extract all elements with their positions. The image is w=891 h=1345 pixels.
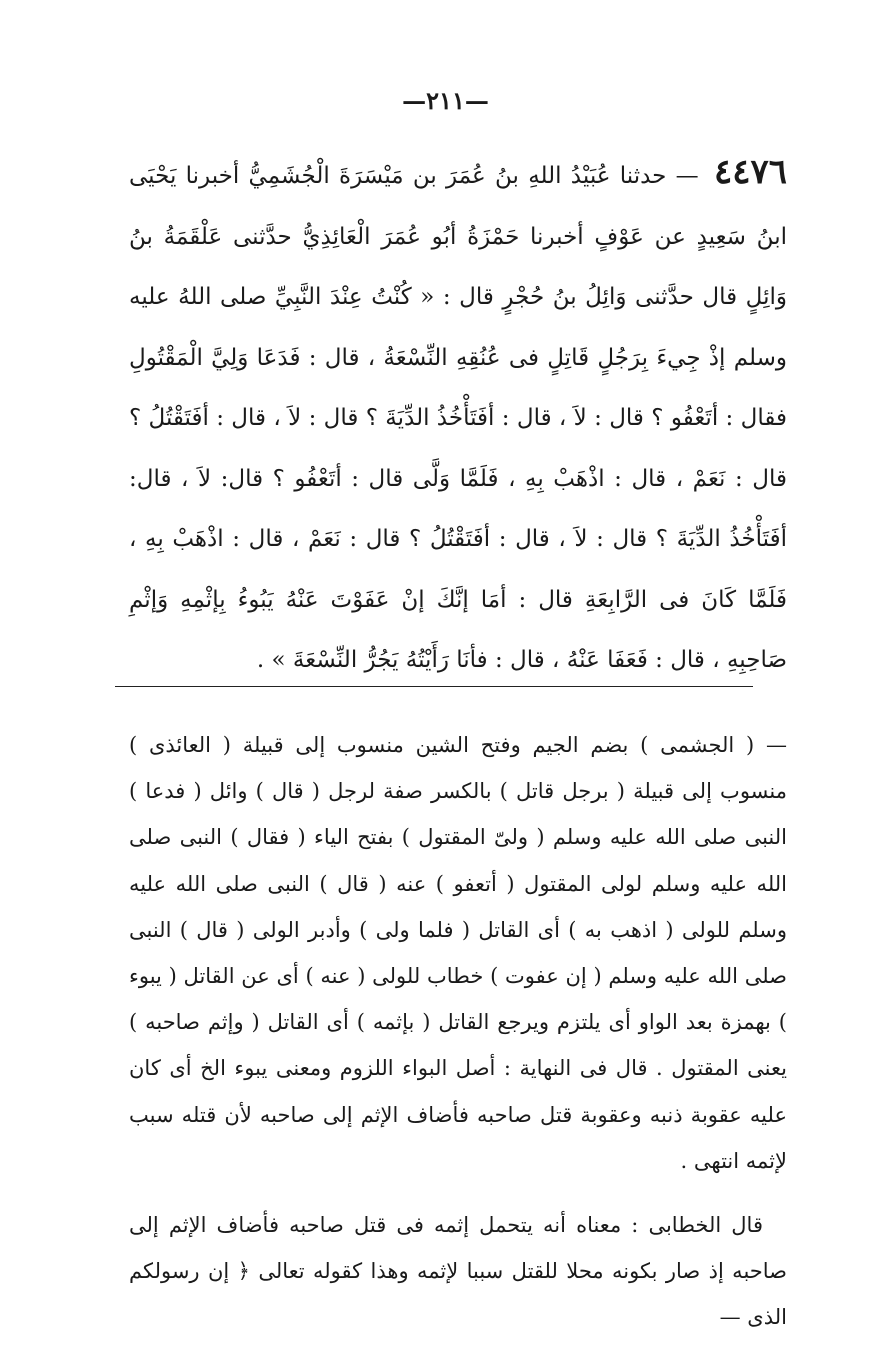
- hadith-number: ٤٤٧٦: [713, 152, 788, 192]
- commentary-paragraph: قال الخطابى : معناه أنه يتحمل إثمه فى قتل صاحبه فأضاف الإثم إلى صاحبه إذ صار بكونه محلا للقتل سببا لإثمه وهذا كقوله تعالى ﴿ إن رسولكم الذى —: [129, 1213, 787, 1330]
- hadith-text: — حدثنا عُبَيْدُ اللهِ بنُ عُمَرَ بن مَيْسَرَةَ الْجُشَمِيُّ أخبرنا يَحْيَى ابنُ سَعِيدٍ عن عَوْفٍ أخبرنا حَمْزَةُ أبُو عُمَرَ الْعَائِذِيُّ حدَّثنى عَلْقَمَةُ بنُ وَائِلٍ قال حدَّثنى وَائِلُ بنُ حُجْرٍ قال : « كُنْتُ عِنْدَ النَّبِيِّ صلى اللهُ عليه وسلم إذْ جِيءَ بِرَجُلٍ قَاتِلٍ فى عُنُقِهِ النِّسْعَةُ ، قال : فَدَعَا وَلِيَّ الْمَقْتُولِ فقال : أتَعْفُو ؟ قال : لاَ ، قال : أفَتَأْخُذُ الدِّيَةَ ؟ قال : لاَ ، قال : أفَتَقْتُلُ ؟ قال : نَعَمْ ، قال : اذْهَبْ بِهِ ، فَلَمَّا وَلَّى قال : أتَعْفُو ؟ قال: لاَ ، قال: أفَتَأْخُذُ الدِّيَةَ ؟ قال : لاَ ، قال : أفَتَقْتُلُ ؟ قال : نَعَمْ ، قال : اذْهَبْ بِهِ ، فَلَمَّا كَانَ فى الرَّابِعَةِ قال : أمَا إنَّكَ إنْ عَفَوْتَ عَنْهُ يَبُوءُ بِإثْمِهِ وَإثْمِ صَاحِبِهِ ، قال : فَعَفَا عَنْهُ ، قال : فأنَا رَأَيْتُهُ يَجُرُّ النِّسْعَةَ » .: [129, 163, 787, 673]
- commentary-paragraph: — ( الجشمى ) بضم الجيم وفتح الشين منسوب إلى قبيلة ( العائذى ) منسوب إلى قبيلة ( برجل قاتل ) بالكسر صفة لرجل ( قال ) وائل ( فدعا ) النبى صلى الله عليه وسلم ( ولىّ المقتول ) بفتح الياء ( فقال ) النبى صلى الله عليه وسلم لولى المقتول ( أتعفو ) عنه ( قال ) النبى صلى الله عليه وسلم للولى ( اذهب به ) أى القاتل ( فلما ولى ) وأدبر الولى ( قال ) النبى صلى الله عليه وسلم ( إن عفوت ) خطاب للولى ( عنه ) أى عن القاتل ( يبوء ) بهمزة بعد الواو أى يلتزم ويرجع القاتل ( بإثمه ) أى القاتل ( وإثم صاحبه ) يعنى المقتول . قال فى النهاية : أصل البواء اللزوم ومعنى يبوء الخ أى كان عليه عقوبة ذنبه وعقوبة قتل صاحبه فأضاف الإثم إلى صاحبه لأن قتله سبب لإثمه انتهى .: [129, 733, 787, 1173]
- commentary-block: [129, 722, 787, 1341]
- page-number: —٢١١—: [402, 86, 489, 115]
- hadith-block: [129, 142, 787, 691]
- section-divider: [115, 686, 753, 687]
